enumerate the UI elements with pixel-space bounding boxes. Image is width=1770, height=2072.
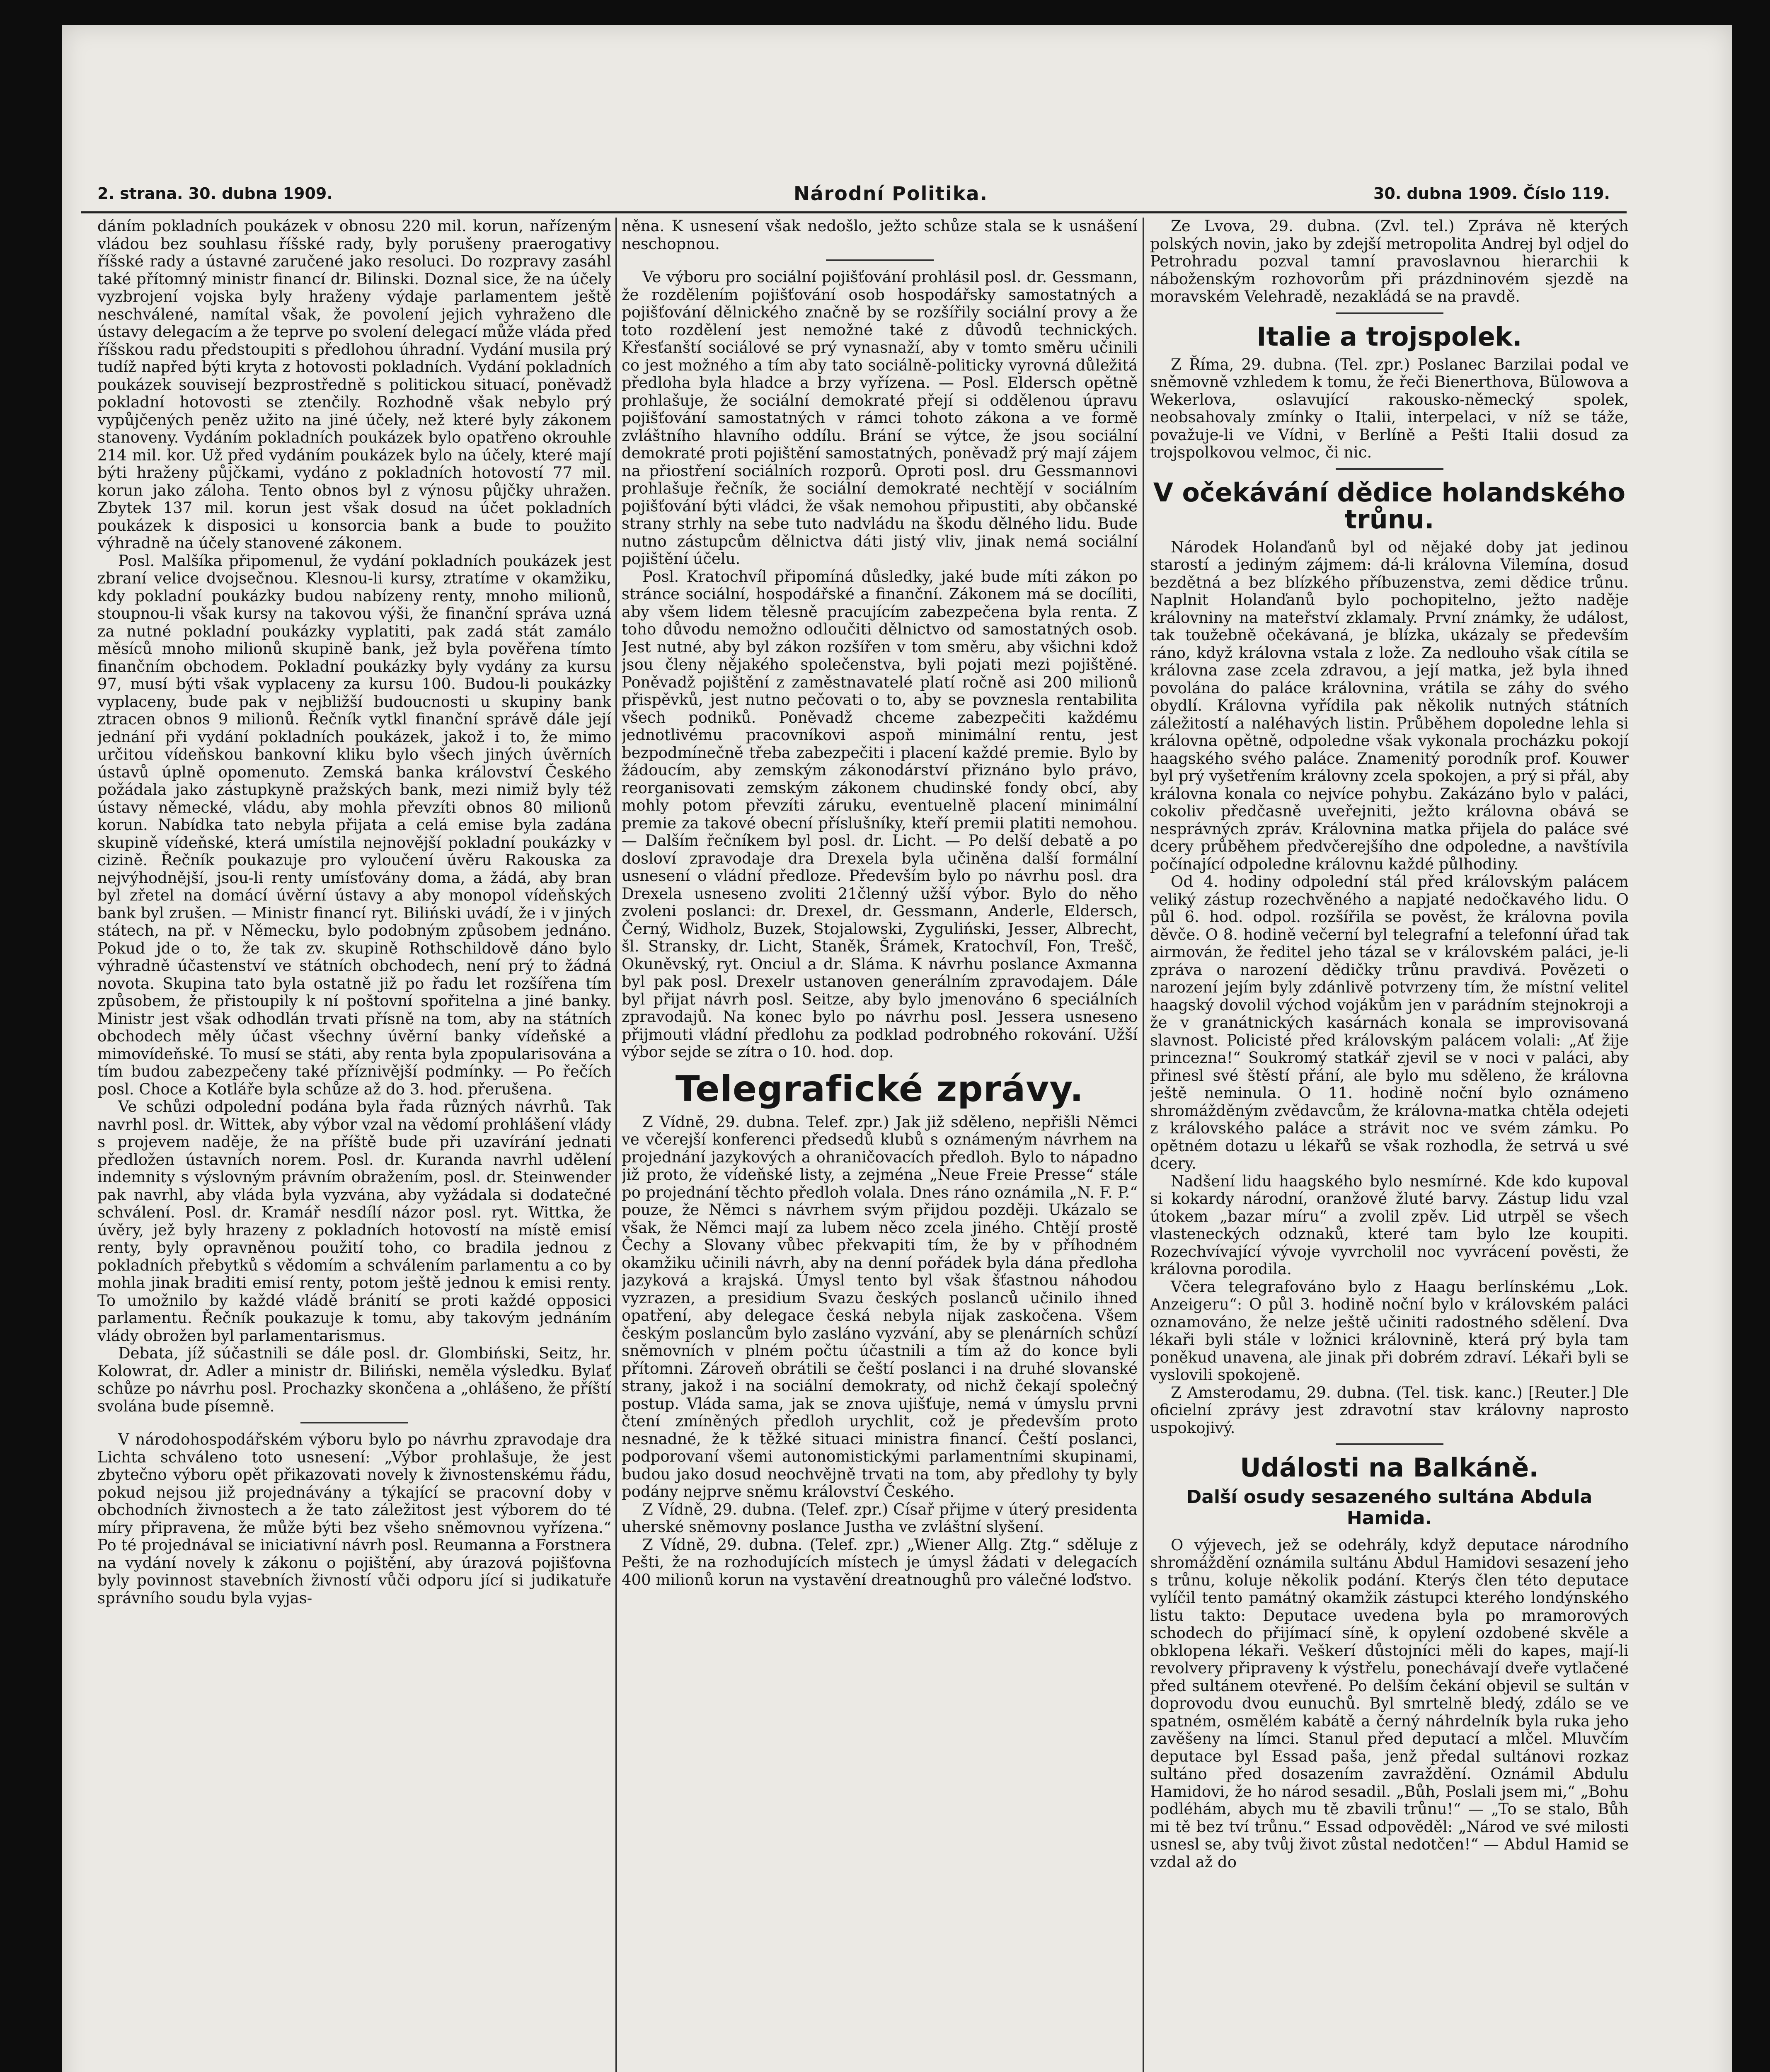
section-rule bbox=[1336, 312, 1443, 314]
column-divider bbox=[1143, 218, 1144, 2072]
column-2 bbox=[622, 218, 1138, 2072]
heading-italie-trojspolek: Italie a trojspolek. bbox=[1257, 321, 1522, 352]
article-paragraph: Z Amsterodamu, 29. dubna. (Tel. tisk. kanc.) [Reuter.] Dle oficielní zprávy jest zdravotní stav královny naprosto uspokojivý. bbox=[1150, 1383, 1629, 1437]
article-paragraph: Ve výboru pro sociální pojišťování prohlásil posl. dr. Gessmann, že rozdělením pojišťování osob hospodářsky samostatných a pojišťování dělnického značně by se rozšířily sociální provy a že toto rozdělení jest nemožné také z důvodů technických. Křesťanští sociálové se prý vynasnaží, aby v tomto směru učinili co jest možného a tím aby tato sociálně-politicky vyrovná důležitá předloha byla hladce a brzy vyřízena. — Posl. Eldersch opětně prohlašuje, že sociální demokraté přejí si oddělenou úpravu pojišťování samostatných v rámci tohoto zákona a ve formě zvláštního hlavního oddílu. Brání se výtce, že jsou sociální demokraté proti pojištění samostatných, poněvadž prý mají zájem na přiostření sociálních rozporů. Oproti posl. dru Gessmannovi prohlašuje řečník, že sociální demokraté nechtějí v sociálním pojišťování býti vládci, že však nemohou připustiti, aby občanské strany strhly na sebe tuto nadvládu na škodu dělného lidu. Bude nutno zástupcům dělnictva dáti jistý vliv, jinak nemá sociální pojištění účelu. bbox=[622, 268, 1138, 568]
article-paragraph: Ze Lvova, 29. dubna. (Zvl. tel.) Zpráva ně kterých polských novin, jako by zdejší metropolita Andrej byl odjel do Petrohradu pozval tamní pravoslavnou hierarchii k náboženským rozhovorům při prázdninovém sjezdě na moravském Velehradě, nezakládá se na pravdě. bbox=[1150, 218, 1629, 305]
article-paragraph: Z Říma, 29. dubna. (Tel. zpr.) Poslanec Barzilai podal ve sněmovně vzhledem k tomu, že řeči Bienerthova, Bülowova a Wekerlova, oslavující rakousko-německý spolek, neobsahovaly zmínky o Italii, interpelaci, v níž se táže, považuje-li ve Vídni, v Berlíně a Pešti Italii dosud za trojspolkovou velmoc, či nic. bbox=[1150, 355, 1629, 462]
article-paragraph: Národek Holanďanů byl od nějaké doby jat jedinou starostí a jediným zájmem: dá-li královna Vilemína, dosud bezdětná a bez blízkého příbuzenstva, zemi dědice trůnu. Naplnit Holanďanů bylo pochopitelno, ježto naděje královniny na mateřství zklamaly. První známky, že událost, tak toužebně očekávaná, je blízka, ukázaly se především ráno, když královna vstala z lože. Za nedlouho však cítila se královna zase zcela zdravou, a její matka, jež byla ihned povolána do paláce královnina, vrátila se záhy do svého obydlí. Královna vyřídila pak několik nutných státních záležitostí a naléhavých listin. Průběhem dopoledne lehla si královna opětně, odpoledne však vykonala procházku pokojí haagského svého paláce. Znamenitý porodník prof. Kouwer byl prý vyšetřením královny zcela spokojen, a prý si přál, aby královna konala co nejvíce pohybu. Zakázáno bylo v paláci, cokoliv předčasně uveřejniti, ježto královna obává se nesprávných zpráv. Královnina matka přijela do paláce své dcery průběhem předvčerejšího dne odpoledne, a navštívila počínající odpoledne královnu každé půlhodiny. bbox=[1150, 538, 1629, 873]
newspaper-title: Národní Politika. bbox=[794, 182, 988, 205]
article-paragraph: Z Vídně, 29. dubna. Telef. zpr.) Jak již sděleno, nepřišli Němci ve včerejší konferenci předsedů klubů s oznámeným návrhem na projednání jazykových a ohraničovacích předloh. Bylo to nápadno již proto, že vídeňské listy, a zejména „Neue Freie Presse“ stále po projednání těchto předloh volala. Dnes ráno oznámila „N. F. P.“ pouze, že Němci s návrhem svým přijdou později. Ukázalo se však, že Němci mají za lubem něco zcela jiného. Chtějí prostě Čechy a Slovany vůbec překvapiti tím, že by v příhodném okamžiku učinili návrh, aby na denní pořádek byla dána předloha jazyková a krajská. Úmysl tento byl však šťastnou náhodou vyzrazen, a presidium Svazu českých poslanců učinilo ihned opatření, aby delegace česká nebyla nijak zaskočena. Všem českým poslancům bylo zasláno vyzvání, aby se plenárních schůzí sněmovních v plném počtu účastnili a tím až do konce byli přítomni. Zároveň obrátili se čeští poslanci i na druhé slovanské strany, jakož i na sociální demokraty, od nichž čekají společný postup. Vláda sama, jak se znova ujišťuje, nemá v úmyslu prvni čtení zmíněných předloh urychlit, což je především proto nesnadné, že k těžké situaci ministra financí. Čeští poslanci, podporovaní všemi autonomistickými parlamentními skupinami, budou jako dosud neochvějně trvati na tom, aby předlohy ty byly podány nejprve sněmu království Českého. bbox=[622, 1113, 1138, 1501]
article-paragraph: V národohospodářském výboru bylo po návrhu zpravodaje dra Lichta schváleno toto usnesení: „Výbor prohlašuje, že jest zbytečno výboru opět přikazovati novely k živnostenskému řádu, pokud nejsou již projednávány a týkající se pracovní doby v obchodních živnostech a že tato záležitost jest výborem do té míry připravena, že může býti bez všeho sněmovnou vyřízena.“ Po té projednával se iniciativní návrh posl. Reumanna a Forstnera na vydání novely k zákonu o pojištění, aby úrazová pojišťovna byly povinnost stavebních živností vůči odporu jící si judikatuře správního soudu byla vyjas- bbox=[97, 1431, 611, 1607]
section-rule bbox=[300, 1422, 408, 1423]
article-paragraph: Od 4. hodiny odpolední stál před královským palácem veliký zástup rozechvěného a napjaté nedočkavého lidu. O půl 6. hod. odpol. rozšířila se pověst, že královna povila děvče. O 8. hodině večerní byl telegrafní a telefonní úřad tak airmován, že ředitel jeho tázal se v královském paláci, je-li zpráva o narození dědičky trůnu pravdivá. Povězeti o narození jejím byly zdánlivě potvrzeny tím, že místní velitel haagský dovolil východ vojákům jen v parádním stejnokroji a že v granátnických kasárnách konala se improvisovaná slavnost. Policisté před královským palácem volali: „Ať žije princezna!“ Soukromý statkář zjevil se v noci v paláci, aby přinesl své štěstí přání, ale bylo mu sděleno, že královna ještě neminula. O 11. hodině noční bylo oznámeno shromážděným zvědavcům, že královna-matka chtěla odejeti z královského paláce a strávit noc ve svém zámku. Po opětném dotazu u lékařů se však rozhodla, že setrvá u své dcery. bbox=[1150, 873, 1629, 1173]
heading-balkan-events: Události na Balkáně. bbox=[1240, 1452, 1539, 1483]
section-rule bbox=[1336, 1443, 1443, 1445]
article-paragraph: dáním pokladních poukázek v obnosu 220 mil. korun, nařízeným vládou bez souhlasu říšské rady, byly porušeny praerogativy říšské rady a ústavné zaručené jako resoluci. Do rozpravy zasáhl také přítomný ministr financí dr. Bilinski. Doznal sice, že na účely vyzbrojení vojska byly hraženy výdaje parlamentem ještě neschválené, namítal však, že povolení jejich vyhraženo dle ústavy delegacím a že teprve po svolení delegací může vláda před říšskou radu předstoupiti s předlohou úhradní. Vydání musila prý tudíž napřed býti kryta z hotovosti pokladních. Vydání pokladních poukázek souvisejí bezprostředně s politickou situací, poněvadž pokladní hotovosti se ztenčily. Rozhodně však nebylo prý vypůjčených peněz užito na jiné účely, než které byly zákonem stanoveny. Vydáním pokladních poukázek bylo opatřeno okrouhle 214 mil. kor. Už před vydáním poukázek bylo na účely, které mají býti hraženy půjčkami, vydáno z pokladních hotovostí 77 mil. korun jako záloha. Tento obnos byl z výnosu půjčky uhražen. Zbytek 137 mil. korun jest však dosud na účet pokladních poukázek k disposici u konsorcia bank a bude to použito výhradně na účely stanovené zákonem. bbox=[97, 218, 611, 552]
article-paragraph: Ve schůzi odpolední podána byla řada různých návrhů. Tak navrhl posl. dr. Wittek, aby výbor vzal na vědomí prohlášení vlády s projevem naděje, že na příště bude při uzavírání jednati předložen ústavních norem. Posl. dr. Kuranda navrhl udělení indemnity s výslovným právním obražením, posl. dr. Steinwender pak navrhl, aby vláda byla vyzvána, aby vyžádala si dodatečné schválení. Posl. dr. Kramář nesdílí názor posl. ryt. Wittka, že úvěry, jež byly hrazeny z pokladních hotovostí na místě emisí renty, byly opravněnou použití toho, co bradila jednou z pokladních přebytků s vědomím a schválením parlamentu a co by mohla jinak braditi emisí renty, potom ještě jednou k emisi renty. To umožnilo by každé vládě bránití se proti každé opposici parlamentu. Řečník poukazuje k tomu, aby takovým jednáním vlády obrožen byl parlamentarismus. bbox=[97, 1098, 611, 1345]
article-paragraph: Nadšení lidu haagského bylo nesmírné. Kde kdo kupoval si kokardy národní, oranžové žluté barvy. Zástup lidu vzal útokem „bazar míru“ a zvolil zpěv. Lid utrpěl se všech vlasteneckých odznaků, které tam bylo lze koupiti. Rozechvívající vývoje vyvrcholil noc vyvrácení pověsti, že královna porodila. bbox=[1150, 1172, 1629, 1278]
issue-number: 30. dubna 1909. Číslo 119. bbox=[1373, 184, 1610, 203]
heading-holland-heir: V očekávání dědice holandského trůnu. bbox=[1153, 477, 1626, 535]
article-paragraph: Posl. Malšíka připomenul, že vydání pokladních poukázek jest zbraní velice dvojsečnou. Klesnou-li kursy, ztratíme v okamžiku, kdy pokladní poukázky budou nabízeny renty, mnoho milionů, stoupnou-li však kursy na takovou výši, že finanční správa uzná za nutné pokladní poukázky vyplatiti, pak zadá stát zamálo měsíců mnoho milionů skupině bank, jež byla pověřena tímto finančním obchodem. Pokladní poukázky byly vydány za kursu 97, musí býti však vyplaceny za kursu 100. Budou-li poukázky vyplaceny, bude pak v nejbližší budoucnosti u skupiny bank ztracen obnos 9 milionů. Řečník vytkl finanční správě dále její jednání při vydání pokladních poukázek, jakož i to, že mimo určitou vídeňskou bankovní kliku bylo všech jiných úvěrních ústavů úplně opomenuto. Zemská banka království Českého požádala jako zástupkyně pražských bank, mezi nimiž byly též ústavy německé, vládu, aby mohla převzíti obnos 80 milionů korun. Nabídka tato nebyla přijata a celá emise byla zadána skupině vídeňské, která umístila nejnovější pokladní poukázky v cizině. Řečník poukazuje pro vyloučení úvěru Rakouska za nejvýhodnější, jsou-li renty umísťovány doma, a žádá, aby bran byl zřetel na domácí úvěrní ústavy a aby monopol vídeňských bank byl zrušen. — Ministr financí ryt. Biliński uvádí, že i v jiných státech, na př. v Německu, bylo podobným způsobem jednáno. Pokud jde o to, že tak zv. skupině Rothschildově dáno bylo výhradně účastenství ve státních obchodech, není prý to žádná novota. Skupina tato byla ostatně již po řadu let rozšířena tím způsobem, že přistoupily k ní poštovní spořitelna a jiné banky. Ministr jest však odhodlán trvati přísně na tom, aby na státních obchodech měly účast všechny úvěrní banky vídeňské a mimovídeňské. To musí se státi, aby renta byla zpopularisována a tím budou zabezpečeny také příznivější podmínky. — Po řečích posl. Choce a Kotláře byla schůze až do 3. hod. přerušena. bbox=[97, 552, 611, 1098]
article-paragraph: Posl. Kratochvíl připomíná důsledky, jaké bude míti zákon po stránce sociální, hospodářské a finanční. Zákonem má se docíliti, aby všem lidem tělesně pracujícím zabezpečena byla renta. Z toho důvodu nemožno odloučiti dělnictvo od samostatných osob. Jest nutné, aby byl zákon rozšířen v tom směru, aby všichni kdož jsou členy nějakého společenstva, byli pojati mezi pojištěné. Poněvadž pojištění z zaměstnavatelé platí ročně asi 200 milionů přispěvků, jest nutno pečovati o to, aby se povznesla rentabilita všech podniků. Poněvadž chceme zabezpečiti každému jednotlivému pracovníkovi aspoň minimální rentu, jest bezpodmínečně třeba zabezpečiti i placení každé premie. Bylo by žádoucím, aby zemským zákonodárství přiznáno bylo právo, reorganisovati zemským zákonem chudinské fondy obcí, aby mohly potom převzíti záruku, eventuelně placení minimální premie za takové obecní příslušníky, kteří premii platiti nemohou. — Dalším řečníkem byl posl. dr. Licht. — Po delší debatě a po dosloví zpravodaje dra Drexela byla učiněna další formální usnesení o vládní předloze. Především bylo po návrhu posl. dra Drexela usneseno zvoliti 21členný užší výbor. Bylo do něho zvoleni poslanci: dr. Drexel, dr. Gessmann, Anderle, Eldersch, Černý, Widholz, Buzek, Stojalowski, Zyguliński, Jesser, Albrecht, šl. Stransky, dr. Licht, Staněk, Šrámek, Kratochvíl, Fon, Trešč, Okuněvský, ryt. Onciul a dr. Sláma. K návrhu poslance Axmanna byl pak posl. Drexelr ustanoven generálním zpravodajem. Dále byl přijat návrh posl. Seitze, aby bylo jmenováno 6 speciálních zpravodajů. Na konec bylo po návrhu posl. Jessera usneseno přijmouti vládní předlohu za podklad podrobného rokování. Užší výbor sejde se zítra o 10. hod. dop. bbox=[622, 567, 1138, 1061]
article-paragraph: něna. K usnesení však nedošlo, ježto schůze stala se k usnášení neschopnou. bbox=[622, 218, 1138, 253]
article-paragraph: Z Vídně, 29. dubna. (Telef. zpr.) „Wiener Allg. Ztg.“ sděluje z Pešti, že na rozhodujících místech je úmysl žádati v delegacích 400 milionů korun na vystavění dreatnoughů pro válečné loďstvo. bbox=[622, 1535, 1138, 1589]
article-paragraph: Včera telegrafováno bylo z Haagu berlínskému „Lok. Anzeigeru“: O půl 3. hodině noční bylo v královském paláci oznamováno, že nelze ještě učiniti radostného sdělení. Dva lékaři byli stále v ložnici královnině, která prý byla tam poněkud unavena, ale jinak při dobrém zdraví. Lékaři byli se vyslovili spokojeně. bbox=[1150, 1278, 1629, 1384]
article-paragraph: Z Vídně, 29. dubna. (Telef. zpr.) Císař přijme v úterý presidenta uherské sněmovny poslance Justha ve zvláštní slyšení. bbox=[622, 1500, 1138, 1536]
article-paragraph: Debata, jíž súčastnili se dále posl. dr. Glombiński, Seitz, hr. Kolowrat, dr. Adler a ministr dr. Biliński, neměla výsledku. Bylať schůze po návrhu posl. Prochazky skončena a „ohlášeno, že příští svolána bude písemně. bbox=[97, 1344, 611, 1415]
article-paragraph: O výjevech, jež se odehrály, když deputace národního shromáždění oznámila sultánu Abdul Hamidovi sesazení jeho s trůnu, koluje několik podání. Kterýs člen této deputace vylíčil tento památný okamžik zástupci kterého londýnského listu takto: Deputace uvedena byla po mramorových schodech do přijímací síně, k opylení ozdobené skvěle a obklopena lékaři. Veškerí důstojníci měli do kapes, mají-li revolvery připraveny k výstřelu, ponechávají dveře vytlačené před sultánem otevřené. Po delším čekání objevil se sultán v doprovodu dvou eunuchů. Byl smrtelně bledý, zdálo se ve spatném, osmělém kabátě a černý náhrdelník byla ruka jeho zavěšeny na límci. Stanul před deputací a mlčel. Mluvčím deputace byl Essad paša, jenž předal sultánovi rozkaz sultáno před dosazením zavraždění. Oznámil Abdulu Hamidovi, že ho národ sesadil. „Bůh, Poslali jsem mi,“ „Bohu podléhám, abych mu tě zbavili trůnu!“ — „To se stalo, Bůh mi tě bez tví trůnu.“ Essad odpověděl: „Národ ve své milosti usnesl se, aby tvůj život zůstal nedotčen!“ — Abdul Hamid se vzdal až do bbox=[1150, 1536, 1629, 1871]
column-1 bbox=[97, 218, 611, 2072]
column-3 bbox=[1150, 218, 1629, 2072]
section-rule bbox=[1336, 468, 1443, 470]
section-heading-telegrams: Telegrafické zprávy. bbox=[675, 1068, 1084, 1110]
page-number-date: 2. strana. 30. dubna 1909. bbox=[97, 184, 333, 203]
section-rule bbox=[826, 259, 934, 261]
subheading-abdul-hamid: Další osudy sesazeného sultána Abdula Hamida. bbox=[1186, 1486, 1593, 1529]
column-divider bbox=[615, 218, 617, 2072]
page-header bbox=[81, 182, 1627, 213]
